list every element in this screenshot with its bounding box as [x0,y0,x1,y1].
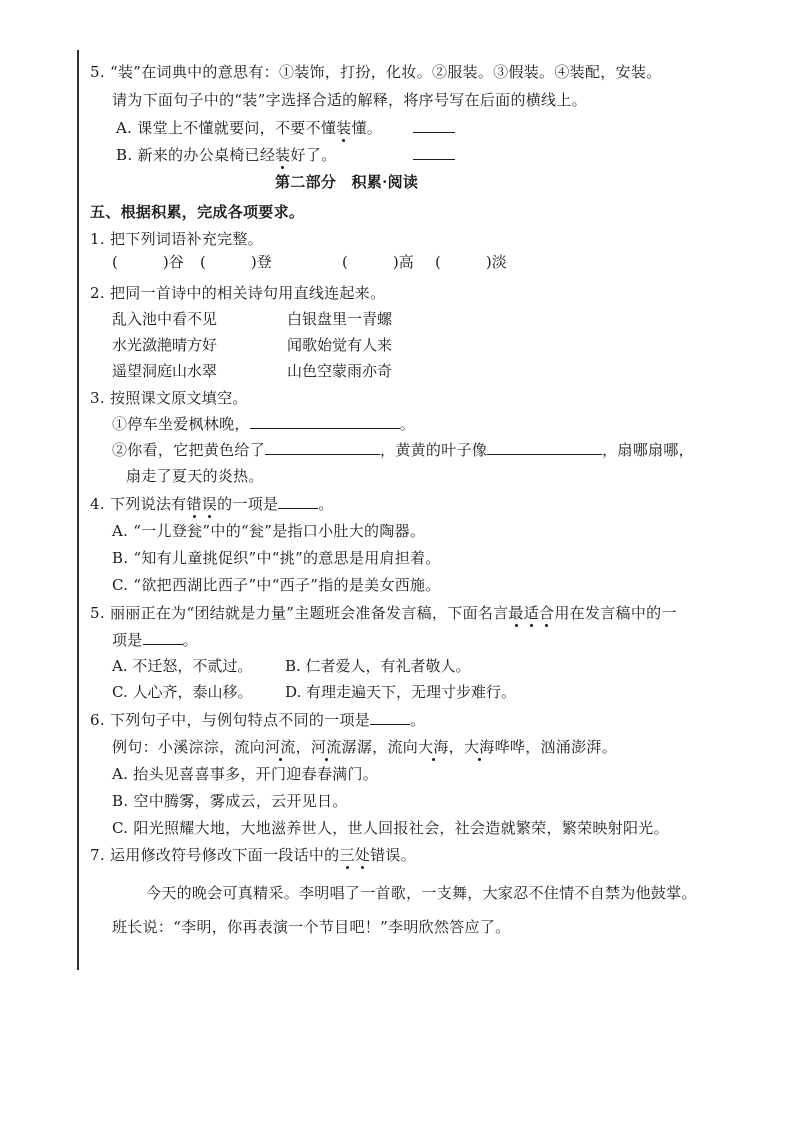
q5a-option-a: A. 课堂上不懂就要问，不要不懂装懂。 [116,119,383,137]
q6-option-b: B. 空中腾雾，雾成云，云开见日。 [112,792,348,810]
q4-option-c: C. “欲把西湖比西子”中“西子”指的是美女西施。 [112,576,441,594]
part2-title: 第二部分 积累·阅读 [275,173,419,191]
fill-blank[interactable] [250,414,400,429]
fill-blank[interactable] [265,440,380,455]
q6-example: 例句：小溪淙淙，流向河流，河流潺潺，流向大海，大海哗哗，汹涌澎湃。 [112,738,617,756]
q1-item-3: ( )高 [342,253,414,271]
answer-blank[interactable] [143,630,183,645]
emphasis-dot-char: 装 [336,119,352,137]
q3-line-3: 扇走了夏天的炎热。 [126,467,264,485]
q7-stem: 7. 运用修改符号修改下面一段话中的三处错误。 [90,846,417,864]
q4-option-b: B. “知有儿童挑促织”中“挑”的意思是用肩担着。 [112,549,441,567]
q5b-option-b: B. 仁者爱人，有礼者敬人。 [285,657,471,675]
q3-line-2: ②你看，它把黄色给了 ，黄黄的叶子像 ，扇哪扇哪， [112,441,694,459]
q5b-stem: 5. 丽丽正在为“团结就是力量”主题班会准备发言稿，下面名言最适合用在发言稿中的一 [90,604,677,622]
q3-line-1: ①停车坐爱枫林晚， 。 [112,415,416,433]
q2-right-1: 白银盘里一青螺 [287,310,393,328]
q1-item-4: ( )淡 [435,253,507,271]
answer-blank[interactable] [370,710,410,725]
q1-stem: 1. 把下列词语补充完整。 [90,230,263,248]
q4-option-a: A. “一儿登瓮”中的“瓮”是指口小肚大的陶器。 [112,522,426,540]
q5a-stem: 5. “装”在词典中的意思有：①装饰，打扮，化妆。②服装。③假装。④装配，安装。 [90,63,662,81]
q4-stem: 4. 下列说法有错误的一项是 。 [90,495,334,513]
fill-blank[interactable] [487,440,602,455]
q5b-option-a: A. 不迁怒，不贰过。 [112,657,253,675]
q2-left-2: 水光潋滟晴方好 [112,336,218,354]
emphasis-dot-char: 装 [275,146,291,164]
q5b-stem-line-2: 项是 。 [112,631,198,649]
answer-blank[interactable] [278,494,318,509]
answer-line-a[interactable] [413,118,455,133]
q5a-instruction: 请为下面句子中的“装”字选择合适的解释，将序号写在后面的横线上。 [112,91,587,109]
q2-right-2: 闻歌始觉有人来 [287,336,393,354]
q6-stem: 6. 下列句子中，与例句特点不同的一项是 。 [90,711,426,729]
q2-stem: 2. 把同一首诗中的相关诗句用直线连起来。 [90,284,386,302]
q7-passage-line-2: 班长说：“李明，你再表演一个节目吧！”李明欣然答应了。 [112,918,511,936]
q1-item-2: ( )登 [200,253,272,271]
q2-right-3: 山色空蒙雨亦奇 [287,362,393,380]
q6-option-a: A. 抬头见喜喜事多，开门迎春春满门。 [112,765,379,783]
q3-stem: 3. 按照课文原文填空。 [90,389,248,407]
q2-left-3: 遥望洞庭山水翠 [112,362,218,380]
q1-item-1: ( )谷 [112,253,184,271]
binding-margin-line [77,50,79,970]
section5-title: 五、根据积累，完成各项要求。 [90,203,305,221]
q5a-option-b: B. 新来的办公桌椅已经装好了。 [116,146,337,164]
q7-passage-line-1: 今天的晚会可真精采。李明唱了一首歌，一支舞，大家忍不住情不自禁为他鼓掌。 [146,884,697,902]
q6-option-c: C. 阳光照耀大地，大地滋养世人，世人回报社会，社会造就繁荣，繁荣映射阳光。 [112,819,669,837]
answer-line-b[interactable] [413,145,455,160]
q2-left-1: 乱入池中看不见 [112,310,218,328]
q5b-option-d: D. 有理走遍天下，无理寸步难行。 [285,683,517,701]
q5b-option-c: C. 人心齐，泰山移。 [112,683,253,701]
